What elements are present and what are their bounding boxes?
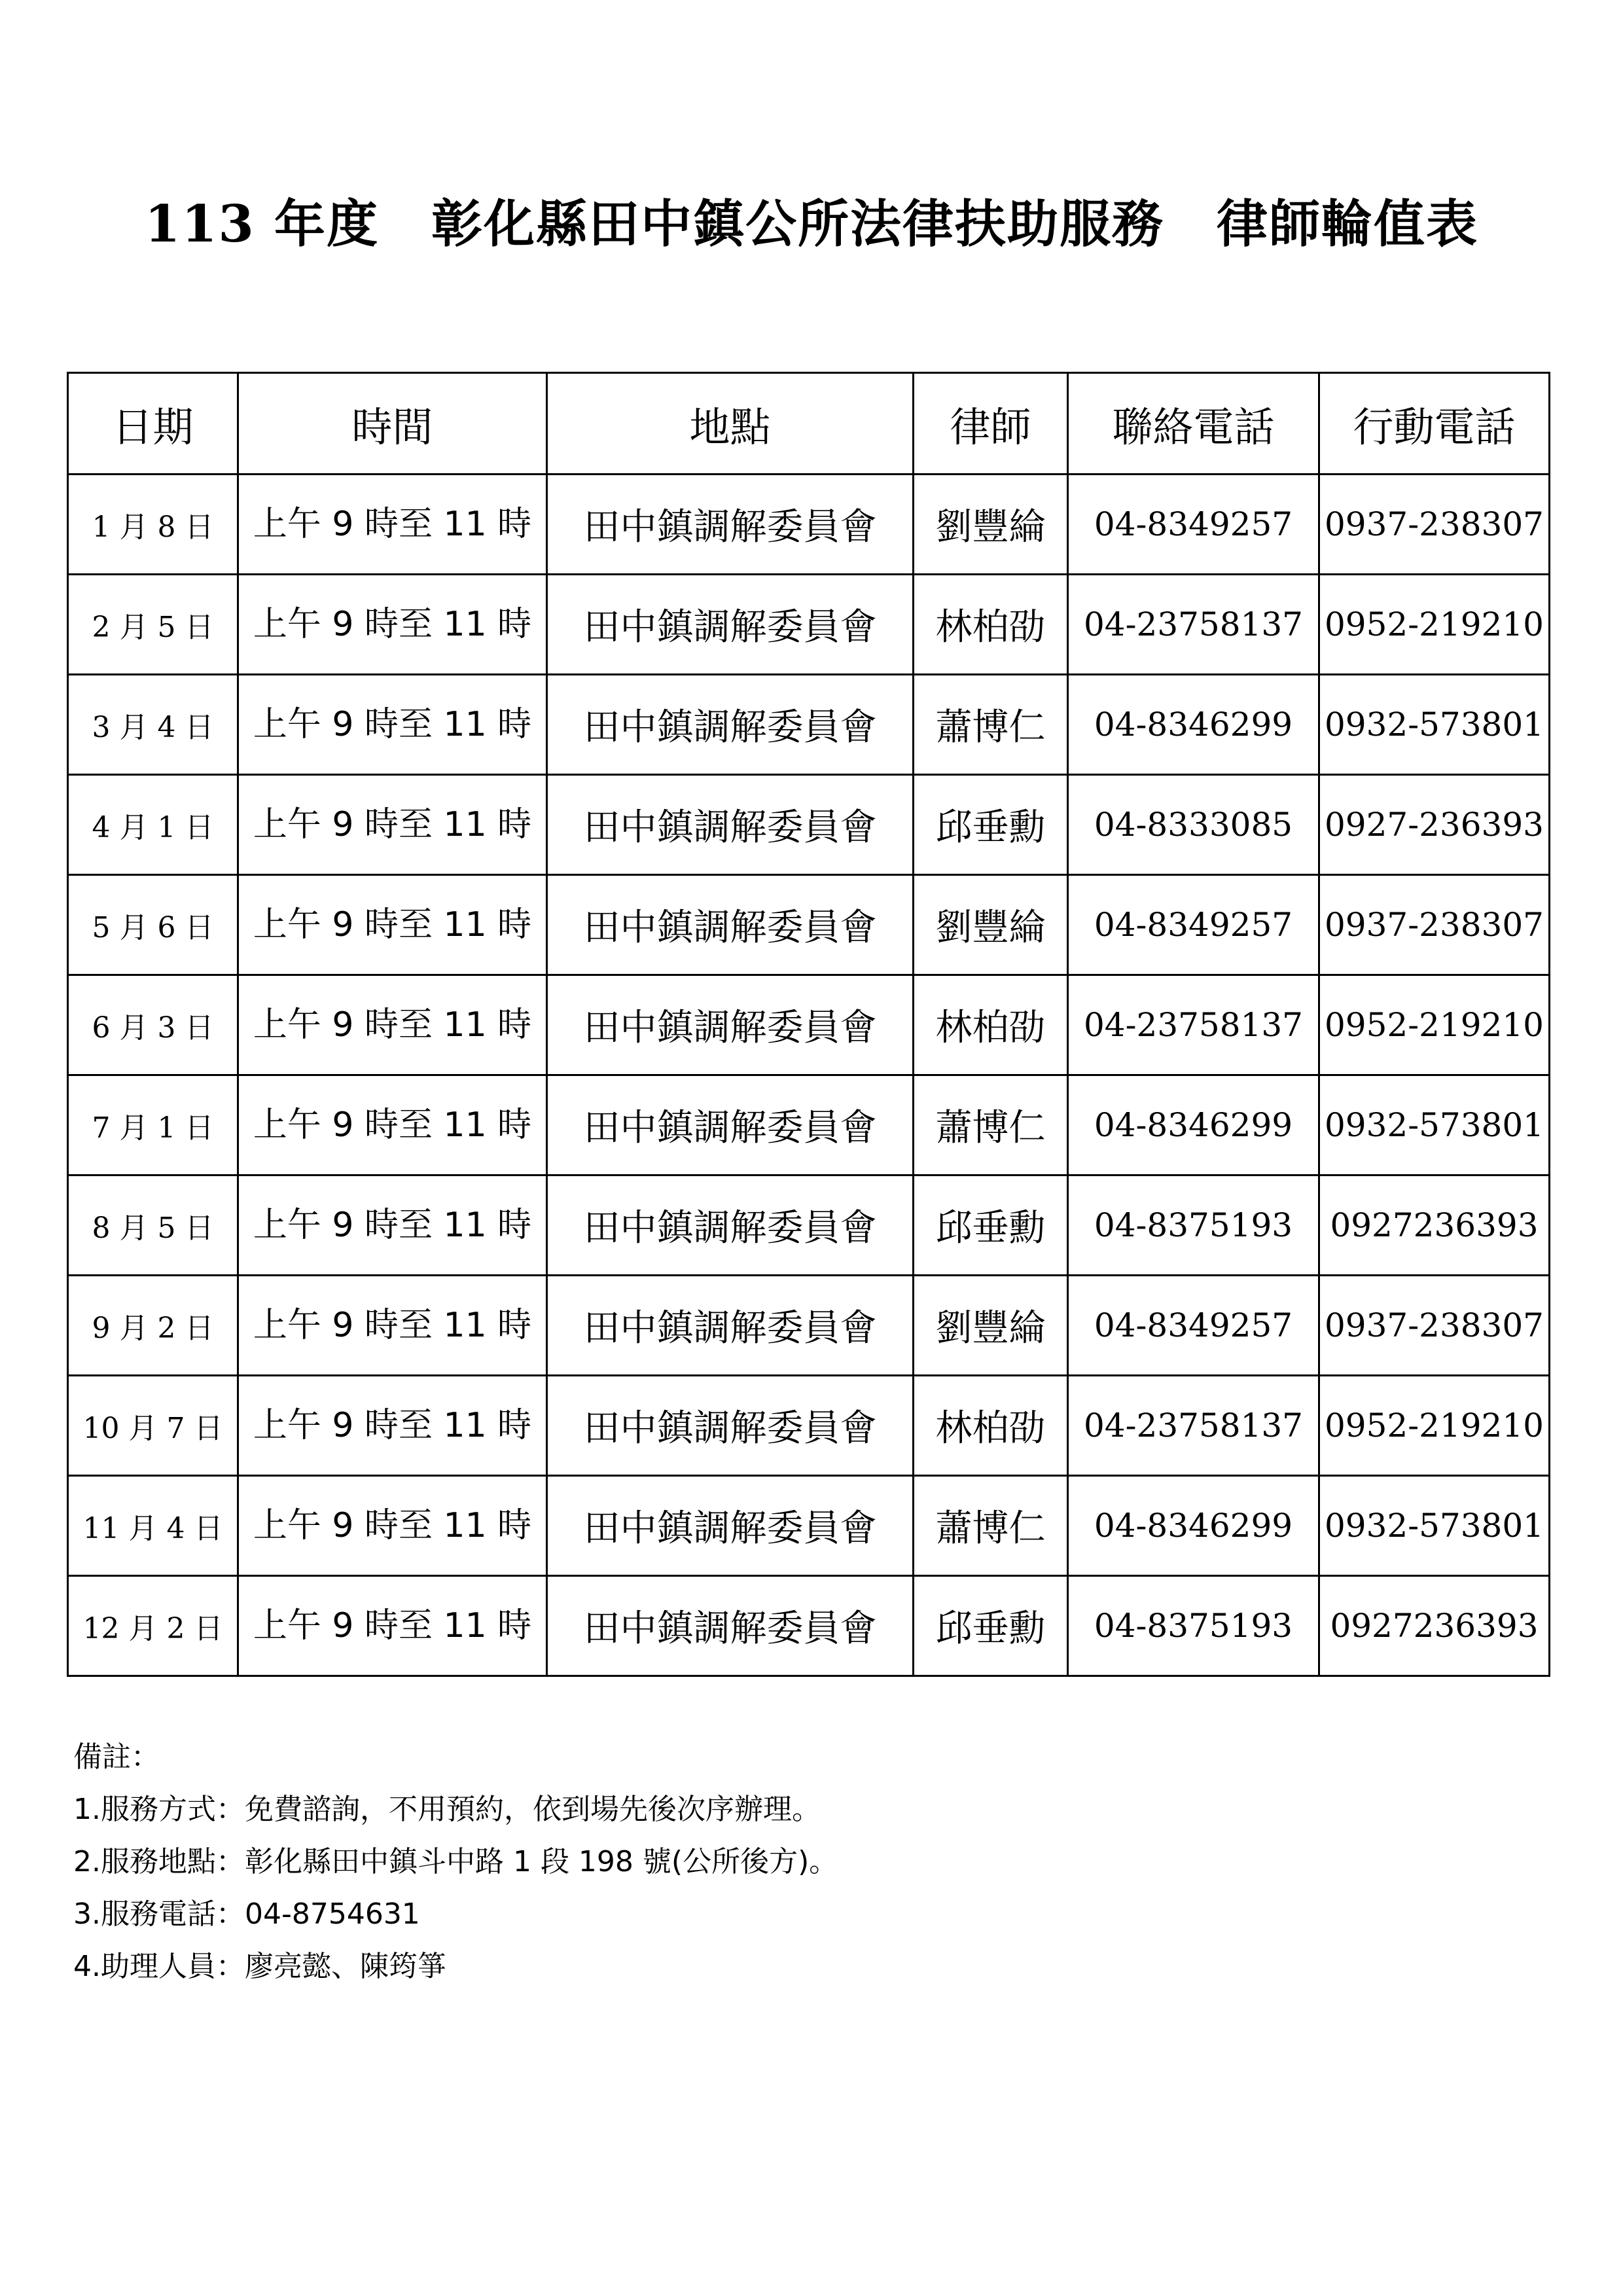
table-row [68, 675, 1550, 775]
mobile-cell: 0937-238307 [1319, 875, 1550, 975]
date-cell: 8 月 5 日 [68, 1175, 238, 1276]
mobile-cell: 0952-219210 [1319, 575, 1550, 675]
place-cell: 田中鎮調解委員會 [547, 1376, 914, 1476]
mobile-cell: 0952-219210 [1319, 1376, 1550, 1476]
date-cell: 5 月 6 日 [68, 875, 238, 975]
date-cell: 10 月 7 日 [68, 1376, 238, 1476]
time-cell: 上午 9 時至 11 時 [238, 475, 547, 575]
table-row [68, 1376, 1550, 1476]
lawyer-cell: 蕭博仁 [914, 675, 1068, 775]
table-row [68, 1075, 1550, 1175]
time-cell: 上午 9 時至 11 時 [238, 1376, 547, 1476]
header-phone: 聯絡電話 [1068, 373, 1319, 475]
phone-cell: 04-8375193 [1068, 1576, 1319, 1676]
lawyer-cell: 劉豐綸 [914, 475, 1068, 575]
table-row [68, 475, 1550, 575]
mobile-cell: 0927-236393 [1319, 775, 1550, 875]
lawyer-cell: 蕭博仁 [914, 1476, 1068, 1576]
time-cell: 上午 9 時至 11 時 [238, 775, 547, 875]
time-cell: 上午 9 時至 11 時 [238, 575, 547, 675]
lawyer-cell: 邱垂勳 [914, 1576, 1068, 1676]
date-cell: 3 月 4 日 [68, 675, 238, 775]
mobile-cell: 0927236393 [1319, 1175, 1550, 1276]
table-row [68, 775, 1550, 875]
date-cell: 9 月 2 日 [68, 1276, 238, 1376]
mobile-cell: 0932-573801 [1319, 1476, 1550, 1576]
place-cell: 田中鎮調解委員會 [547, 475, 914, 575]
mobile-cell: 0927236393 [1319, 1576, 1550, 1676]
lawyer-cell: 林柏劭 [914, 975, 1068, 1075]
time-cell: 上午 9 時至 11 時 [238, 975, 547, 1075]
lawyer-cell: 林柏劭 [914, 575, 1068, 675]
phone-cell: 04-8349257 [1068, 875, 1319, 975]
lawyer-cell: 蕭博仁 [914, 1075, 1068, 1175]
date-cell: 12 月 2 日 [68, 1576, 238, 1676]
place-cell: 田中鎮調解委員會 [547, 575, 914, 675]
phone-cell: 04-8375193 [1068, 1175, 1319, 1276]
date-cell: 6 月 3 日 [68, 975, 238, 1075]
place-cell: 田中鎮調解委員會 [547, 675, 914, 775]
place-cell: 田中鎮調解委員會 [547, 1175, 914, 1276]
time-cell: 上午 9 時至 11 時 [238, 1075, 547, 1175]
phone-cell: 04-8349257 [1068, 475, 1319, 575]
place-cell: 田中鎮調解委員會 [547, 1276, 914, 1376]
table-row [68, 1576, 1550, 1676]
header-lawyer: 律師 [914, 373, 1068, 475]
lawyer-cell: 邱垂勳 [914, 775, 1068, 875]
date-cell: 4 月 1 日 [68, 775, 238, 875]
phone-cell: 04-23758137 [1068, 575, 1319, 675]
header-mobile: 行動電話 [1319, 373, 1550, 475]
header-place: 地點 [547, 373, 914, 475]
header-time: 時間 [238, 373, 547, 475]
header-date: 日期 [68, 373, 238, 475]
time-cell: 上午 9 時至 11 時 [238, 1175, 547, 1276]
place-cell: 田中鎮調解委員會 [547, 775, 914, 875]
table-row [68, 875, 1550, 975]
phone-cell: 04-8346299 [1068, 675, 1319, 775]
notes-section [73, 1741, 838, 2003]
mobile-cell: 0952-219210 [1319, 975, 1550, 1075]
page-title: 113 年度 彰化縣田中鎮公所法律扶助服務 律師輪值表 [145, 194, 1478, 254]
phone-cell: 04-8333085 [1068, 775, 1319, 875]
duty-schedule-table [67, 372, 1550, 1677]
lawyer-cell: 林柏劭 [914, 1376, 1068, 1476]
place-cell: 田中鎮調解委員會 [547, 1576, 914, 1676]
phone-cell: 04-8346299 [1068, 1476, 1319, 1576]
mobile-cell: 0937-238307 [1319, 475, 1550, 575]
note-item: 1.服務方式：免費諮詢，不用預約，依到場先後次序辦理。 [73, 1793, 821, 1826]
time-cell: 上午 9 時至 11 時 [238, 875, 547, 975]
table-row [68, 1476, 1550, 1576]
table-row [68, 575, 1550, 675]
notes-heading: 備註： [73, 1740, 160, 1774]
time-cell: 上午 9 時至 11 時 [238, 1476, 547, 1576]
lawyer-cell: 邱垂勳 [914, 1175, 1068, 1276]
table-header-row [68, 373, 1550, 475]
phone-cell: 04-8349257 [1068, 1276, 1319, 1376]
time-cell: 上午 9 時至 11 時 [238, 675, 547, 775]
phone-cell: 04-8346299 [1068, 1075, 1319, 1175]
date-cell: 11 月 4 日 [68, 1476, 238, 1576]
note-item: 2.服務地點：彰化縣田中鎮斗中路 1 段 198 號(公所後方)。 [73, 1845, 838, 1878]
time-cell: 上午 9 時至 11 時 [238, 1276, 547, 1376]
time-cell: 上午 9 時至 11 時 [238, 1576, 547, 1676]
place-cell: 田中鎮調解委員會 [547, 1476, 914, 1576]
place-cell: 田中鎮調解委員會 [547, 1075, 914, 1175]
place-cell: 田中鎮調解委員會 [547, 975, 914, 1075]
table-row [68, 975, 1550, 1075]
mobile-cell: 0937-238307 [1319, 1276, 1550, 1376]
place-cell: 田中鎮調解委員會 [547, 875, 914, 975]
lawyer-cell: 劉豐綸 [914, 875, 1068, 975]
phone-cell: 04-23758137 [1068, 1376, 1319, 1476]
phone-cell: 04-23758137 [1068, 975, 1319, 1075]
table-row [68, 1175, 1550, 1276]
mobile-cell: 0932-573801 [1319, 675, 1550, 775]
date-cell: 1 月 8 日 [68, 475, 238, 575]
date-cell: 7 月 1 日 [68, 1075, 238, 1175]
mobile-cell: 0932-573801 [1319, 1075, 1550, 1175]
note-item: 3.服務電話：04-8754631 [73, 1897, 420, 1931]
note-item: 4.助理人員：廖亮懿、陳筠箏 [73, 1950, 446, 1983]
lawyer-cell: 劉豐綸 [914, 1276, 1068, 1376]
date-cell: 2 月 5 日 [68, 575, 238, 675]
table-body [68, 475, 1550, 1676]
table-row [68, 1276, 1550, 1376]
